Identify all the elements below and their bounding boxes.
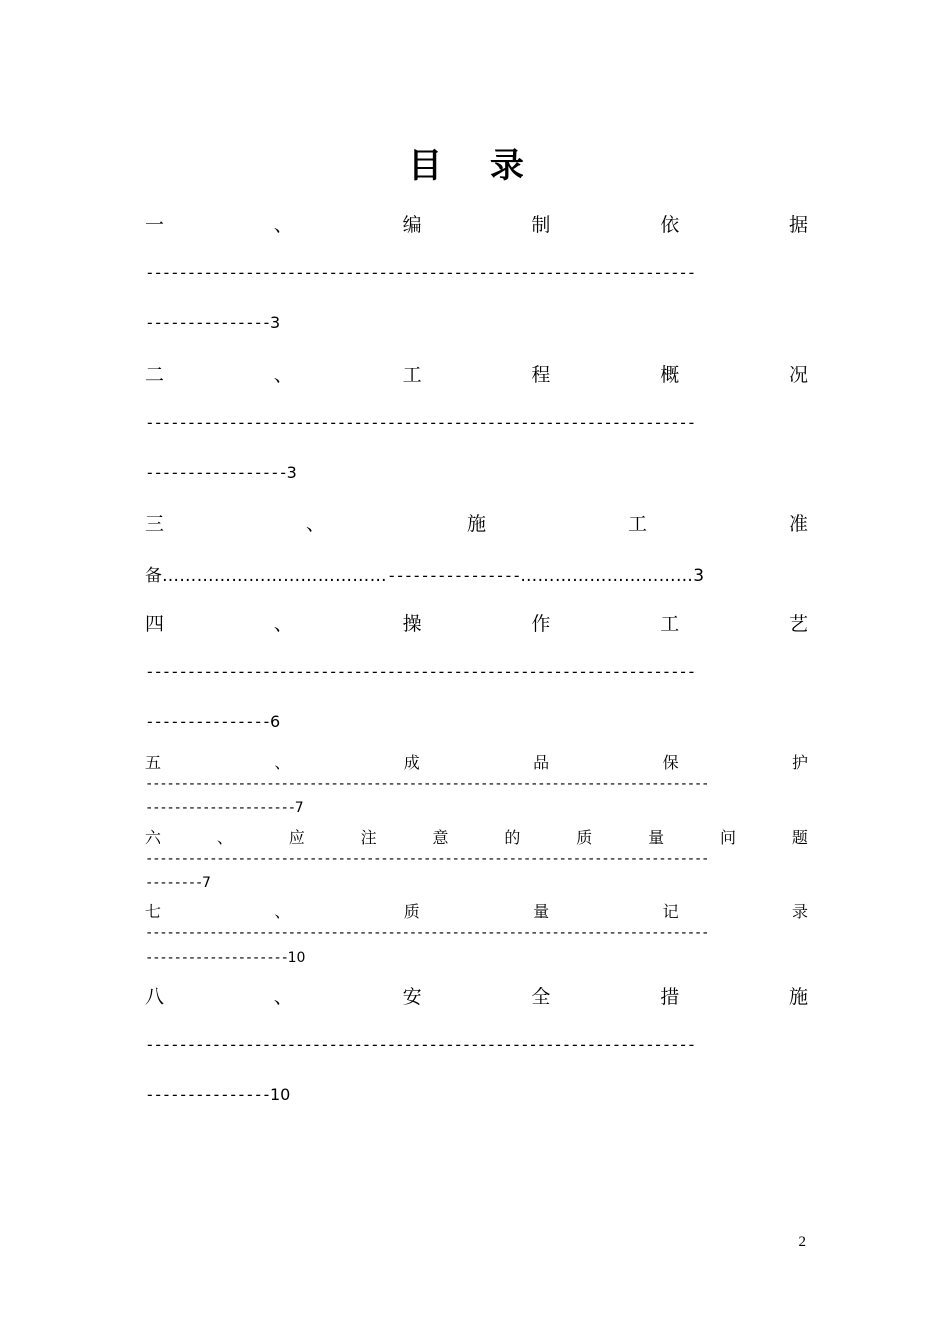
toc-char: 备 bbox=[145, 566, 162, 586]
toc-char: 题 bbox=[791, 828, 808, 847]
toc-leader-mixed bbox=[145, 561, 704, 586]
toc-char: 量 bbox=[648, 828, 665, 847]
toc-page-number: 10 bbox=[287, 950, 306, 966]
page-number: 2 bbox=[798, 1234, 806, 1250]
toc-char: 五 bbox=[145, 753, 162, 772]
toc-page-number: 7 bbox=[202, 875, 211, 891]
toc-char: 况 bbox=[788, 364, 808, 386]
toc-page-number: 6 bbox=[270, 712, 281, 731]
toc-char: 、 bbox=[274, 902, 291, 921]
toc-page-number: 10 bbox=[270, 1085, 291, 1104]
toc-char: 、 bbox=[274, 753, 291, 772]
toc-char: 三 bbox=[145, 513, 165, 535]
toc-char: 、 bbox=[273, 986, 293, 1008]
toc-char: 注 bbox=[360, 828, 377, 847]
toc-char: 质 bbox=[403, 902, 420, 921]
toc-leader: ------------------------------------------------------------------ bbox=[145, 662, 695, 681]
toc-char: 概 bbox=[660, 364, 680, 386]
toc-char: 施 bbox=[788, 986, 808, 1008]
toc-char: 编 bbox=[402, 214, 422, 236]
toc-entry-heading[interactable] bbox=[145, 360, 808, 387]
toc-leader: ------------------------------------------------------------------------------- bbox=[145, 851, 709, 867]
toc-char: 工 bbox=[660, 613, 680, 635]
toc-char: 成 bbox=[403, 753, 420, 772]
toc-dots: ………………………………… bbox=[162, 566, 387, 586]
toc-leader: ------------------------------------------------------------------ bbox=[145, 263, 695, 282]
toc-char: 质 bbox=[576, 828, 593, 847]
toc-char: 问 bbox=[720, 828, 737, 847]
toc-char: 作 bbox=[531, 613, 551, 635]
toc-entry-heading[interactable] bbox=[145, 210, 808, 237]
toc-char: 、 bbox=[273, 613, 293, 635]
toc-entry-heading[interactable] bbox=[145, 609, 808, 636]
toc-char: 录 bbox=[791, 902, 808, 921]
toc-char: 的 bbox=[504, 828, 521, 847]
toc-char: 品 bbox=[533, 753, 550, 772]
toc-leader: ------------------------------------------------------------------ bbox=[145, 1035, 695, 1054]
toc-char: 、 bbox=[273, 214, 293, 236]
toc-page-number: 3 bbox=[286, 463, 297, 482]
toc-leader: ------------------------------------------------------------------------------- bbox=[145, 776, 709, 792]
toc-page-number: 7 bbox=[294, 800, 304, 816]
toc-char: 施 bbox=[466, 513, 486, 535]
toc-leader-cont: ---------------10 bbox=[145, 1085, 291, 1104]
toc-char: 八 bbox=[145, 986, 165, 1008]
toc-entry-heading[interactable] bbox=[145, 750, 808, 773]
toc-char: 六 bbox=[145, 828, 162, 847]
toc-char: 操 bbox=[402, 613, 422, 635]
toc-char: 七 bbox=[145, 902, 162, 921]
toc-char: 据 bbox=[788, 214, 808, 236]
toc-page-number: 3 bbox=[693, 566, 705, 586]
toc-leader-cont: --------------------10 bbox=[145, 950, 306, 966]
toc-char: 意 bbox=[432, 828, 449, 847]
toc-leader-cont: --------7 bbox=[145, 875, 211, 891]
toc-leader-cont: -----------------3 bbox=[145, 463, 297, 482]
toc-char: 安 bbox=[402, 986, 422, 1008]
toc-char: 、 bbox=[273, 364, 293, 386]
toc-leader-cont: ---------------------7 bbox=[145, 800, 304, 816]
toc-page-number: 3 bbox=[270, 313, 281, 332]
toc-char: 护 bbox=[791, 753, 808, 772]
toc-leader-cont: ---------------3 bbox=[145, 313, 281, 332]
toc-leader: ------------------------------------------------------------------------------- bbox=[145, 925, 709, 941]
toc-leader: ------------------------------------------------------------------ bbox=[145, 413, 695, 432]
toc-entry-heading[interactable] bbox=[145, 825, 808, 848]
toc-dots: ………………………… bbox=[520, 566, 694, 586]
toc-char: 工 bbox=[402, 364, 422, 386]
toc-char: 依 bbox=[660, 214, 680, 236]
toc-char: 全 bbox=[531, 986, 551, 1008]
toc-char: 保 bbox=[662, 753, 679, 772]
toc-char: 艺 bbox=[788, 613, 808, 635]
toc-char: 程 bbox=[531, 364, 551, 386]
toc-title: 目 录 bbox=[408, 146, 542, 186]
toc-char: 工 bbox=[627, 513, 647, 535]
toc-entry-heading[interactable] bbox=[145, 982, 808, 1009]
toc-char: 制 bbox=[531, 214, 551, 236]
toc-char: 、 bbox=[216, 828, 233, 847]
toc-char: 措 bbox=[660, 986, 680, 1008]
toc-char: 、 bbox=[305, 513, 325, 535]
toc-char: 记 bbox=[662, 902, 679, 921]
toc-leader-cont: ---------------6 bbox=[145, 712, 281, 731]
toc-entry-heading[interactable] bbox=[145, 509, 808, 536]
toc-char: 一 bbox=[145, 214, 165, 236]
toc-char: 应 bbox=[288, 828, 305, 847]
toc-char: 四 bbox=[145, 613, 165, 635]
toc-leader: ---------------- bbox=[386, 566, 521, 585]
toc-char: 准 bbox=[788, 513, 808, 535]
toc-char: 二 bbox=[145, 364, 165, 386]
toc-char: 量 bbox=[533, 902, 550, 921]
toc-entry-heading[interactable] bbox=[145, 899, 808, 922]
